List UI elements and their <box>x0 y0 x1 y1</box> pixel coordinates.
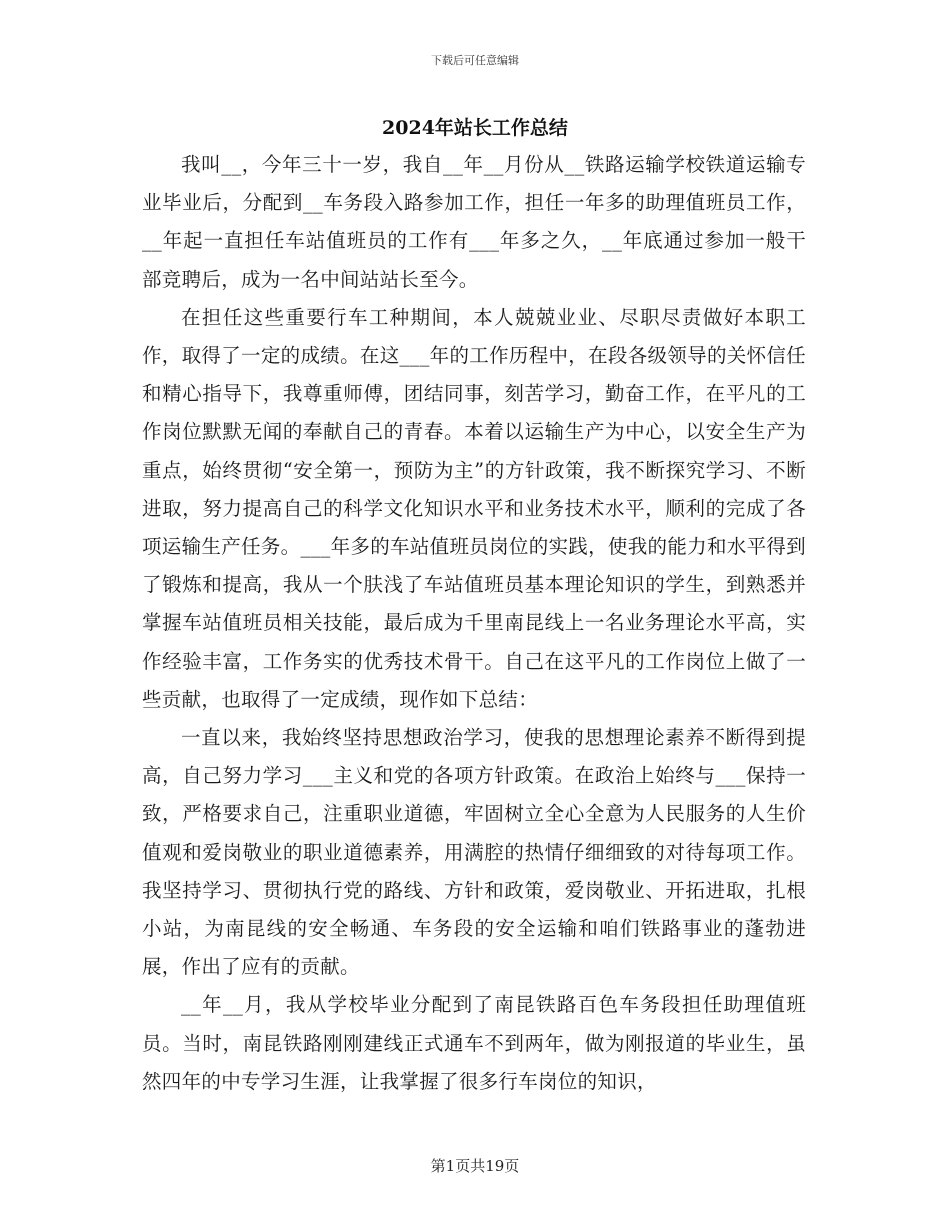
paragraph: 在担任这些重要行车工种期间，本人兢兢业业、尽职尽责做好本职工作，取得了一定的成绩。在这___年的工作历程中，在段各级领导的关怀信任和精心指导下，我尊重师傅，团结同事，刻苦学习，勤奋工作，在平凡的工作岗位默默无闻的奉献自己的青春。本着以运输生产为中心，以安全生产为重点，始终贯彻“安全第一，预防为主”的方针政策，我不断探究学习、不断进取，努力提高自己的科学文化知识水平和业务技术水平，顺利的完成了各项运输生产任务。___年多的车站值班员岗位的实践，使我的能力和水平得到了锻炼和提高，我从一个肤浅了车站值班员基本理论知识的学生，到熟悉并掌握车站值班员相关技能，最后成为千里南昆线上一名业务理论水平高，实作经验丰富，工作务实的优秀技术骨干。自己在这平凡的工作岗位上做了一些贡献，也取得了一定成绩，现作如下总结： <box>142 305 806 711</box>
page-number: 第1页共19页 <box>430 1157 520 1175</box>
document-title: 2024年站长工作总结 <box>382 117 568 139</box>
paragraph: 一直以来，我始终坚持思想政治学习，使我的思想理论素养不断得到提高，自己努力学习___主义和党的各项方针政策。在政治上始终与___保持一致，严格要求自己，注重职业道德，牢固树立全心全意为人民服务的人生价值观和爱岗敬业的职业道德素养，用满腔的热情仔细细致的对待每项工作。我坚持学习、贯彻执行党的路线、方针和政策，爱岗敬业、开拓进取，扎根小站，为南昆线的安全畅通、车务段的安全运输和咱们铁路事业的蓬勃进展，作出了应有的贡献。 <box>142 726 806 979</box>
paragraph: 我叫__，今年三十一岁，我自__年__月份从__铁路运输学校铁道运输专业毕业后，分配到__车务段入路参加工作，担任一年多的助理值班员工作，__年起一直担任车站值班员的工作有___年多之久，__年底通过参加一般干部竞聘后，成为一名中间站站长至今。 <box>142 153 806 291</box>
header-note: 下载后可任意编辑 <box>431 54 519 67</box>
document-body <box>142 146 806 1101</box>
paragraph: __年__月，我从学校毕业分配到了南昆铁路百色车务段担任助理值班员。当时，南昆铁路刚刚建线正式通车不到两年，做为刚报道的毕业生，虽然四年的中专学习生涯，让我掌握了很多行车岗位的知识， <box>142 993 806 1093</box>
